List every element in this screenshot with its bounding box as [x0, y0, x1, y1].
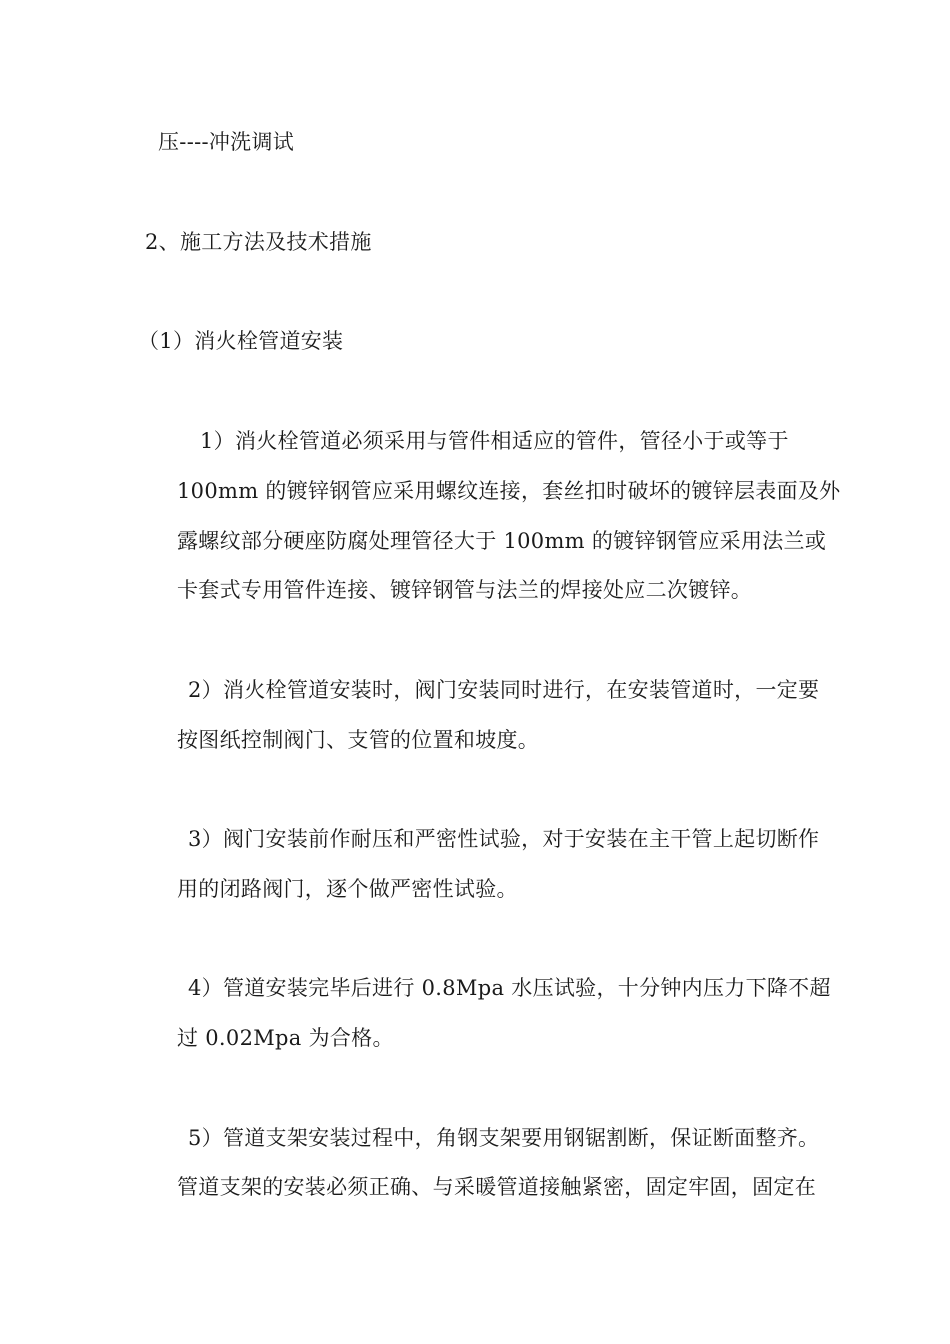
paragraph-1-line-3: 露螺纹部分硬座防腐处理管径大于 100mm 的镀锌钢管应采用法兰或: [177, 529, 827, 553]
paragraph-1-line-1: 1）消火栓管道必须采用与管件相适应的管件，管径小于或等于: [200, 429, 789, 453]
paragraph-4-line-1: 4）管道安装完毕后进行 0.8Mpa 水压试验，十分钟内压力下降不超: [188, 976, 831, 1000]
paragraph-2-line-2: 按图纸控制阀门、支管的位置和坡度。: [177, 728, 540, 752]
paragraph-5-line-2: 管道支架的安装必须正确、与采暖管道接触紧密，固定牢固，固定在: [177, 1175, 816, 1199]
paragraph-4-line-2: 过 0.02Mpa 为合格。: [177, 1026, 394, 1050]
text-line-continuation: 压----冲洗调试: [158, 130, 295, 154]
paragraph-3-line-1: 3）阀门安装前作耐压和严密性试验，对于安装在主干管上起切断作: [188, 827, 820, 851]
paragraph-1-line-2: 100mm 的镀锌钢管应采用螺纹连接，套丝扣时破坏的镀锌层表面及外: [177, 479, 841, 503]
paragraph-2-line-1: 2）消火栓管道安装时，阀门安装同时进行，在安装管道时，一定要: [188, 678, 820, 702]
paragraph-5-line-1: 5）管道支架安装过程中，角钢支架要用钢锯割断，保证断面整齐。: [188, 1126, 820, 1150]
paragraph-3-line-2: 用的闭路阀门，逐个做严密性试验。: [177, 877, 518, 901]
paragraph-1-line-4: 卡套式专用管件连接、镀锌钢管与法兰的焊接处应二次镀锌。: [177, 578, 753, 602]
section-heading: 2、施工方法及技术措施: [145, 230, 372, 254]
subsection-heading: （1）消火栓管道安装: [138, 329, 344, 353]
